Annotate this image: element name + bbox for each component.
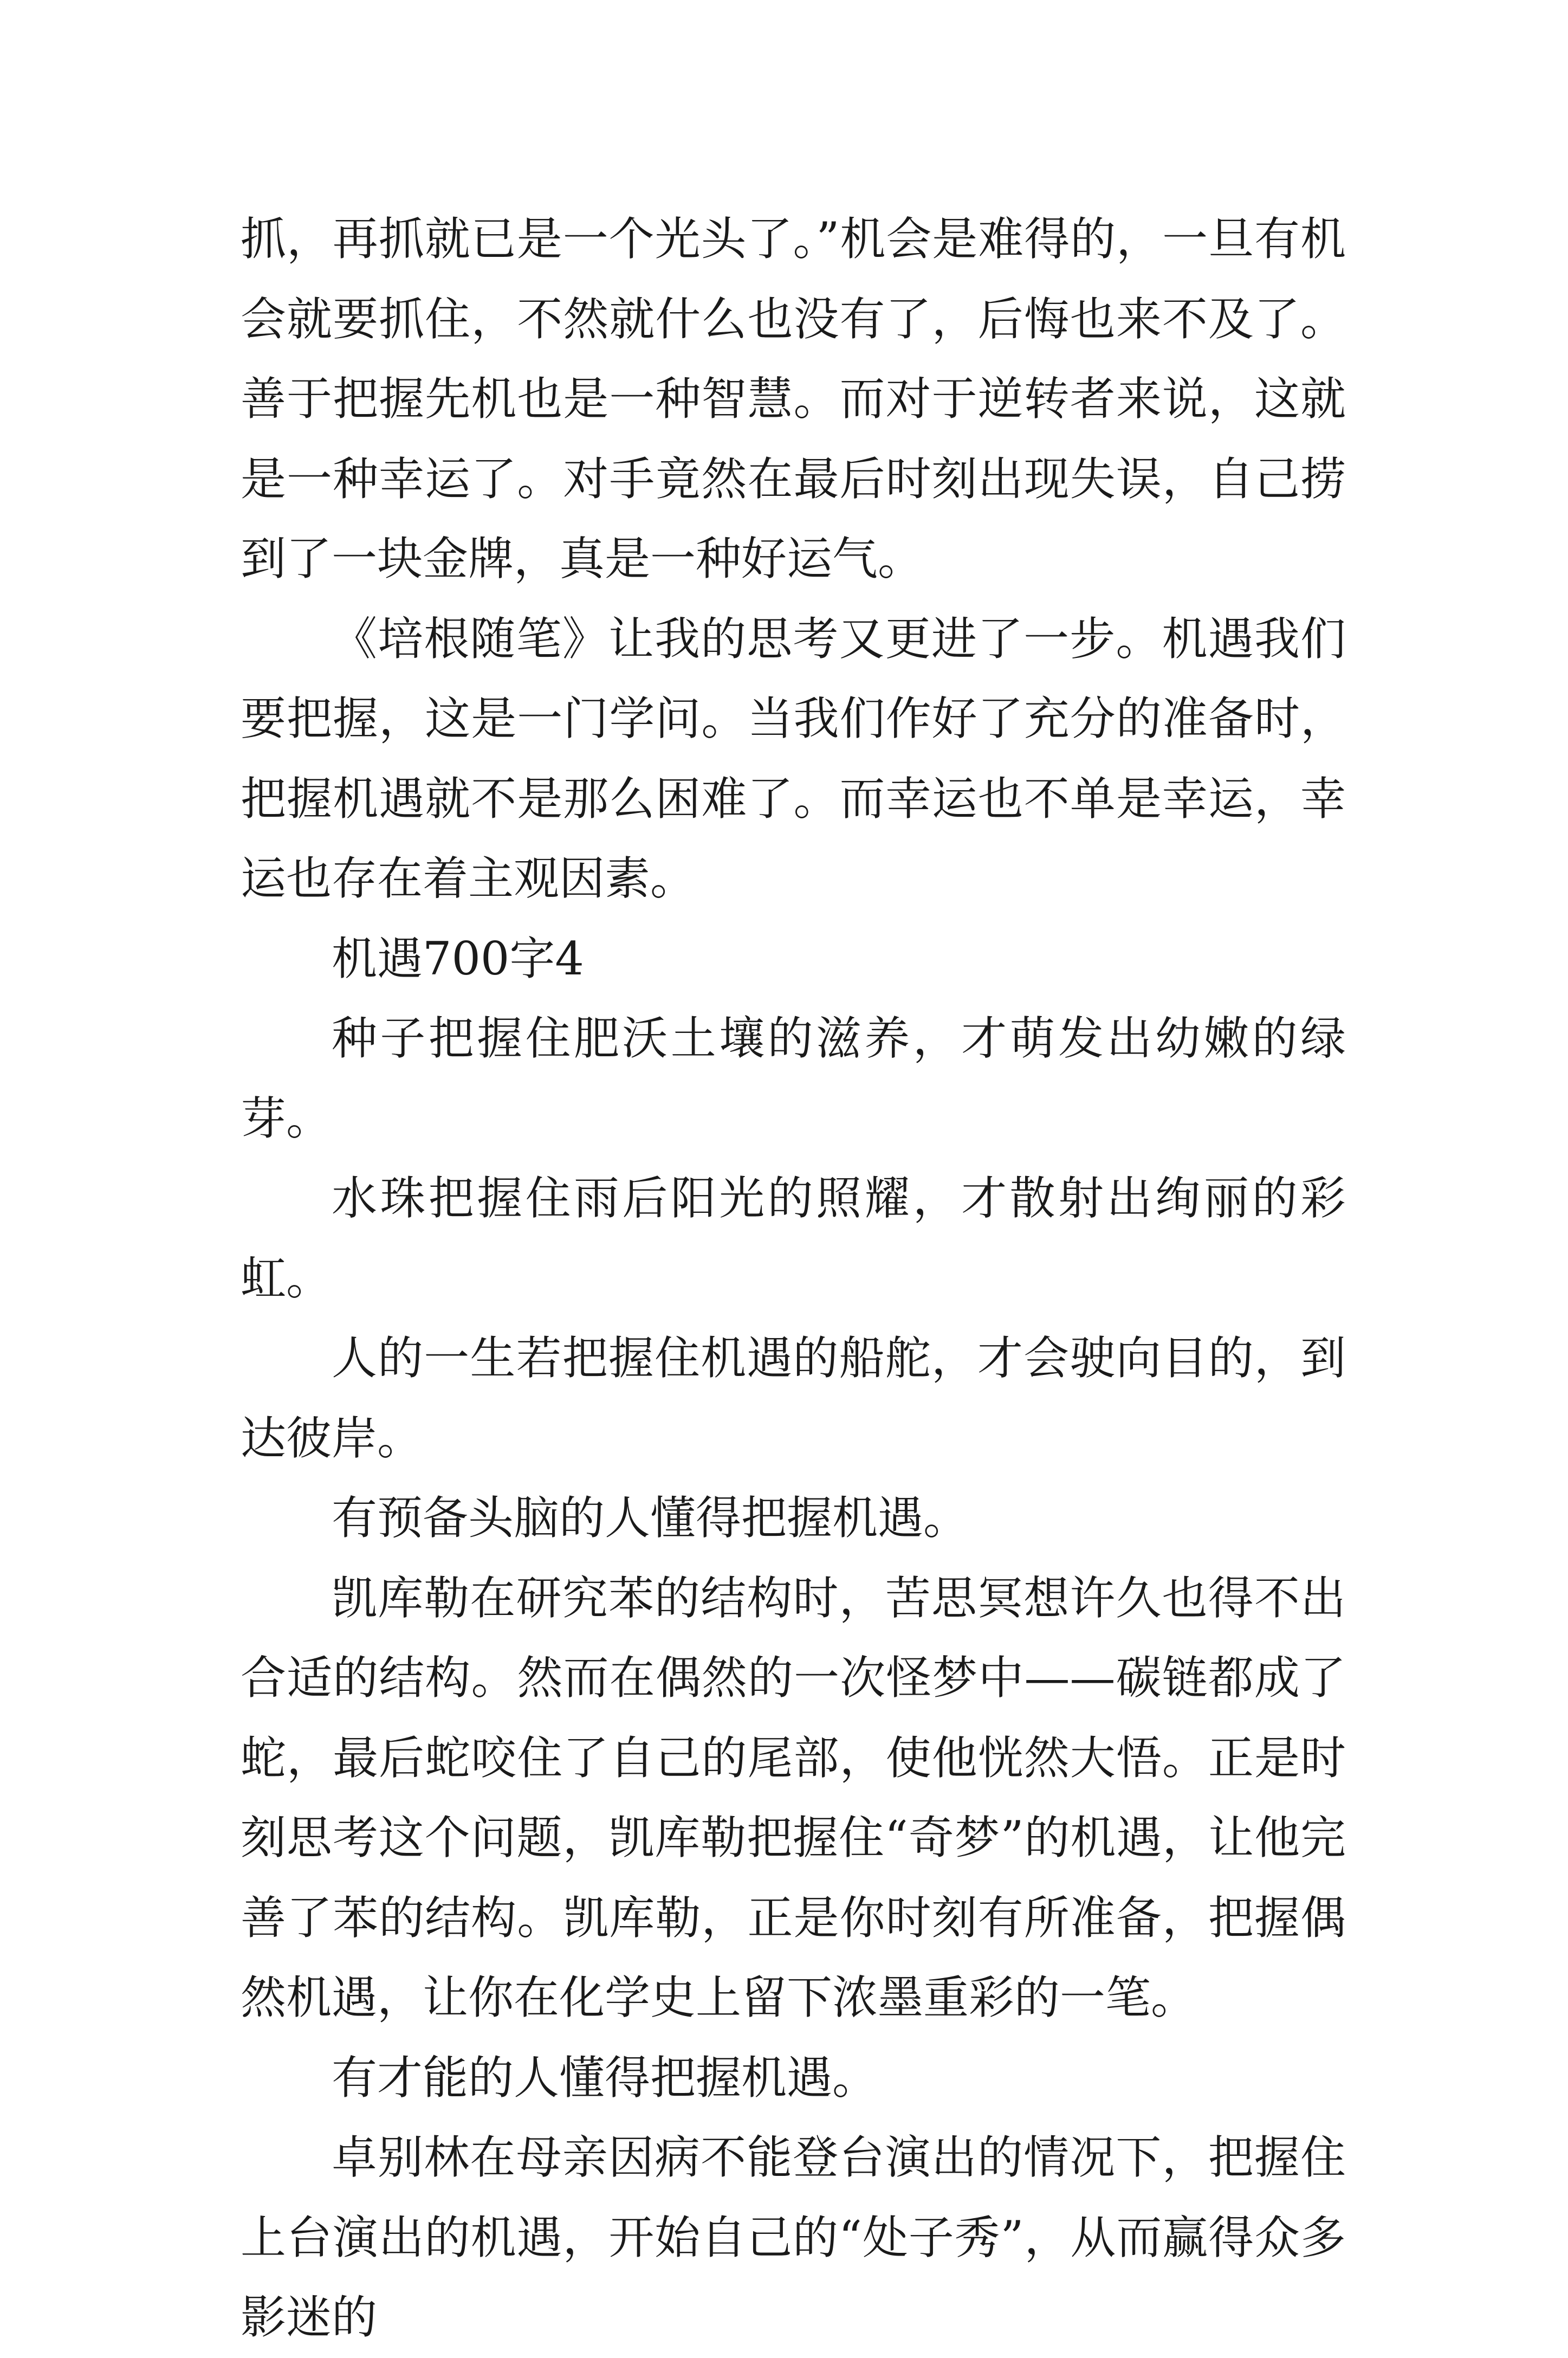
paragraph-2: 《培根随笔》让我的思考又更进了一步。机遇我们要把握，这是一门学问。当我们作好了充分的准备时，把握机遇就不是那么困难了。而幸运也不单是幸运，幸运也存在着主观因素。: [241, 612, 1346, 905]
paragraph-8: 有才能的人懂得把握机遇。: [332, 2051, 878, 2104]
paragraph-7: 凯库勒在研究苯的结构时，苦思冥想许久也得不出合适的结构。然而在偶然的一次怪梦中——碳链都成了蛇，最后蛇咬住了自己的尾部，使他恍然大悟。正是时刻思考这个问题，凯库勒把握住“奇梦”的机遇，让他完善了苯的结构。凯库勒，正是你时刻有所准备，把握偶然机遇，让你在化学史上留下浓墨重彩的一笔。: [241, 1571, 1346, 2024]
document-body: [241, 199, 1346, 2358]
paragraph-5: 人的一生若把握住机遇的船舵，才会驶向目的，到达彼岸。: [241, 1332, 1346, 1465]
section-heading: 机遇700字4: [332, 932, 584, 985]
paragraph-9: 卓别林在母亲因病不能登台演出的情况下，把握住上台演出的机遇，开始自己的“处子秀”，从而赢得众多影迷的: [241, 2131, 1346, 2344]
paragraph-6: 有预备头脑的人懂得把握机遇。: [332, 1491, 969, 1545]
paragraph-4: 水珠把握住雨后阳光的照耀，才散射出绚丽的彩虹。: [241, 1172, 1346, 1305]
paragraph-1: 抓，再抓就已是一个光头了。”机会是难得的，一旦有机会就要抓住，不然就什么也没有了，后悔也来不及了。善于把握先机也是一种智慧。而对于逆转者来说，这就是一种幸运了。对手竟然在最后时刻出现失误，自己捞到了一块金牌，真是一种好运气。: [241, 212, 1346, 585]
paragraph-3: 种子把握住肥沃土壤的滋养，才萌发出幼嫩的绿芽。: [241, 1012, 1346, 1145]
